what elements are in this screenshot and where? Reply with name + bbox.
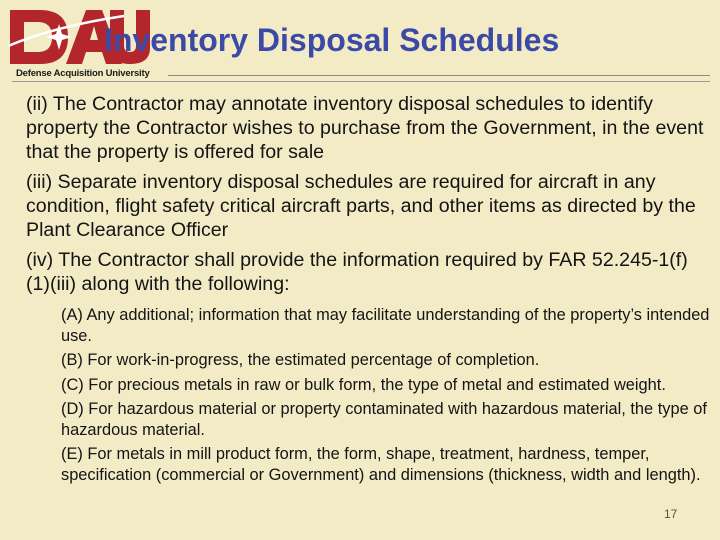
main-body [26,92,706,302]
sub-list [61,305,713,489]
sub-item-c: (C) For precious metals in raw or bulk form, the type of metal and estimated weight. [61,375,666,394]
sub-item-d: (D) For hazardous material or property contaminated with hazardous material, the type of hazardous material. [61,400,707,439]
slide-title: Inventory Disposal Schedules [104,22,560,58]
page-number: 17 [664,507,678,521]
title-divider-lower [12,81,710,82]
paragraph-ii: (ii) The Contractor may annotate inventory disposal schedules to identify property the Contractor wishes to purchase from the Government, in the event that the property is offered for sale [26,93,704,163]
title-divider [168,75,710,76]
logo-subtitle: Defense Acquisition University [16,68,150,79]
sub-item-a: (A) Any additional; information that may facilitate understanding of the property’s intended use. [61,306,710,345]
sub-item-e: (E) For metals in mill product form, the form, shape, treatment, hardness, temper, specification (commercial or Government) and dimensions (thickness, width and length). [61,445,701,484]
paragraph-iii: (iii) Separate inventory disposal schedules are required for aircraft in any condition, flight safety critical aircraft parts, and other items as directed by the Plant Clearance Officer [26,171,696,241]
paragraph-iv: (iv) The Contractor shall provide the information required by FAR 52.245-1(f)(1)(iii) along with the following: [26,249,688,295]
sub-item-b: (B) For work-in-progress, the estimated percentage of completion. [61,351,540,369]
